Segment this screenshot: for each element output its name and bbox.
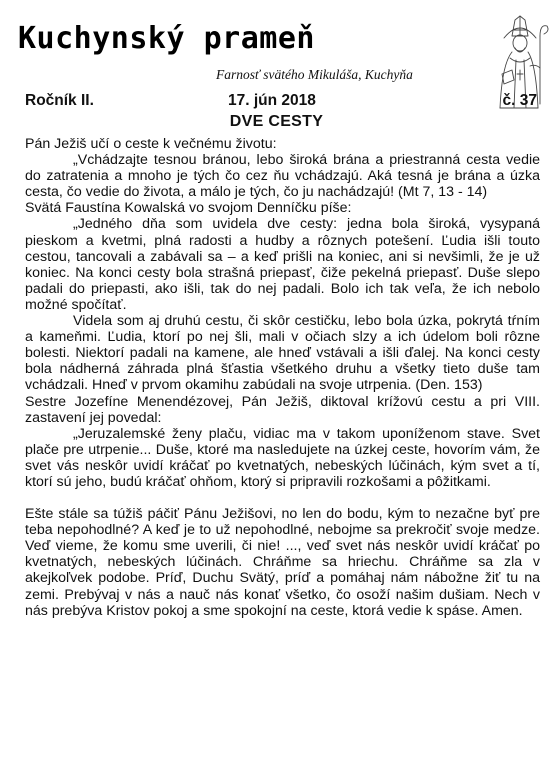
quote-paragraph: Videla som aj druhú cestu, či skôr cestičku, lebo bola úzka, pokrytá tŕním a kameňmi. Ľudia, ktorí po nej šli, mali v očiach slzy a ich údelom boli rôzne bolesti. Niektorí padali na kamene, ale hneď vstávali a išli ďalej. Na konci cesty bola nádherná záhrada plná šťastia všetkého druhu a všetky tieto duše tam vchádzali. Hneď v prvom okamihu zabúdali na svoje utrpenia. (Den. 153) <box>25 313 540 394</box>
paragraph: Sestre Jozefíne Menendézovej, Pán Ježiš, diktoval krížovú cestu a pri VIII. zastavení jej povedal: <box>25 393 540 426</box>
issue-date: 17. jún 2018 <box>228 92 316 109</box>
issue-bar <box>25 92 537 112</box>
parish-subtitle: Farnosť svätého Mikuláša, Kuchyňa <box>216 67 413 82</box>
article-heading: DVE CESTY <box>229 113 324 130</box>
issue-number: č. 37 <box>502 92 537 109</box>
closing-paragraph: Ešte stále sa túžiš páčiť Pánu Ježišovi, no len do bodu, kým to nezačne byť pre teba nepohodlné? A keď je to už nepohodlné, nebojme sa prekročiť svoje medze. Veď vieme, že komu sme uverili, či nie! ..., veď svet nás neskôr uvidí kráčať po kvetnatých, nebeských lúčinách. Chráňme sa hriechu. Chráňme sa zla v akejkoľvek podobe. Príď, Duchu Svätý, príď a pomáhaj nám nábožne žiť tu na zemi. Prebývaj v nás a nauč nás konať všetko, čo osoží našim dušiam. Nech v nás prebýva Kristov pokoj a sme spokojní na ceste, ktorá vedie k spáse. Amen. <box>25 506 540 619</box>
quote-paragraph: „Vchádzajte tesnou bránou, lebo široká brána a priestranná cesta vedie do zatratenia a mnoho je tých čo cez ňu vchádzajú. Aká tesná je brána a úzka cesta, čo vedie do života, a málo je tých, čo ju nachádzajú! (Mt 7, 13 - 14) <box>25 152 540 201</box>
paragraph: Svätá Faustína Kowalská vo svojom Denníčku píše: <box>25 200 352 217</box>
article-body <box>25 136 540 619</box>
quote-paragraph: „Jedného dňa som uvidela dve cesty: jedna bola široká, vysypaná pieskom a kvetmi, plná radosti a hudby a rôznych potešení. Ľudia išli touto cestou, tancovali a zabávali sa – a keď prišli na koniec, ani si nevšimli, že je už koniec. Na konci cesty bola strašná priepasť, čiže pekelná priepasť. Duše slepo padali do priepasti, ako išli, tak do nej padali. Bolo ich tak veľa, že ich nebolo možné spočítať. <box>25 216 540 313</box>
paragraph: Pán Ježiš učí o ceste k večnému životu: <box>25 136 277 152</box>
newsletter-title: Kuchynský prameň <box>18 21 315 56</box>
quote-paragraph: „Jeruzalemské ženy plaču, vidiac ma v takom uponíženom stave. Svet plače pre utrpenie... Duše, ktoré ma nasledujete na úzkej ceste, hovorím vám, že svet vás neskôr uvidí kráčať po kvetnatých, nebeských lúčinách, kým svet a tí, ktorí sú jeho, budú kráčať ohňom, ktorý si pripravili rozkošami a pôžitkami. <box>25 425 540 490</box>
volume-label: Ročník II. <box>25 92 94 109</box>
